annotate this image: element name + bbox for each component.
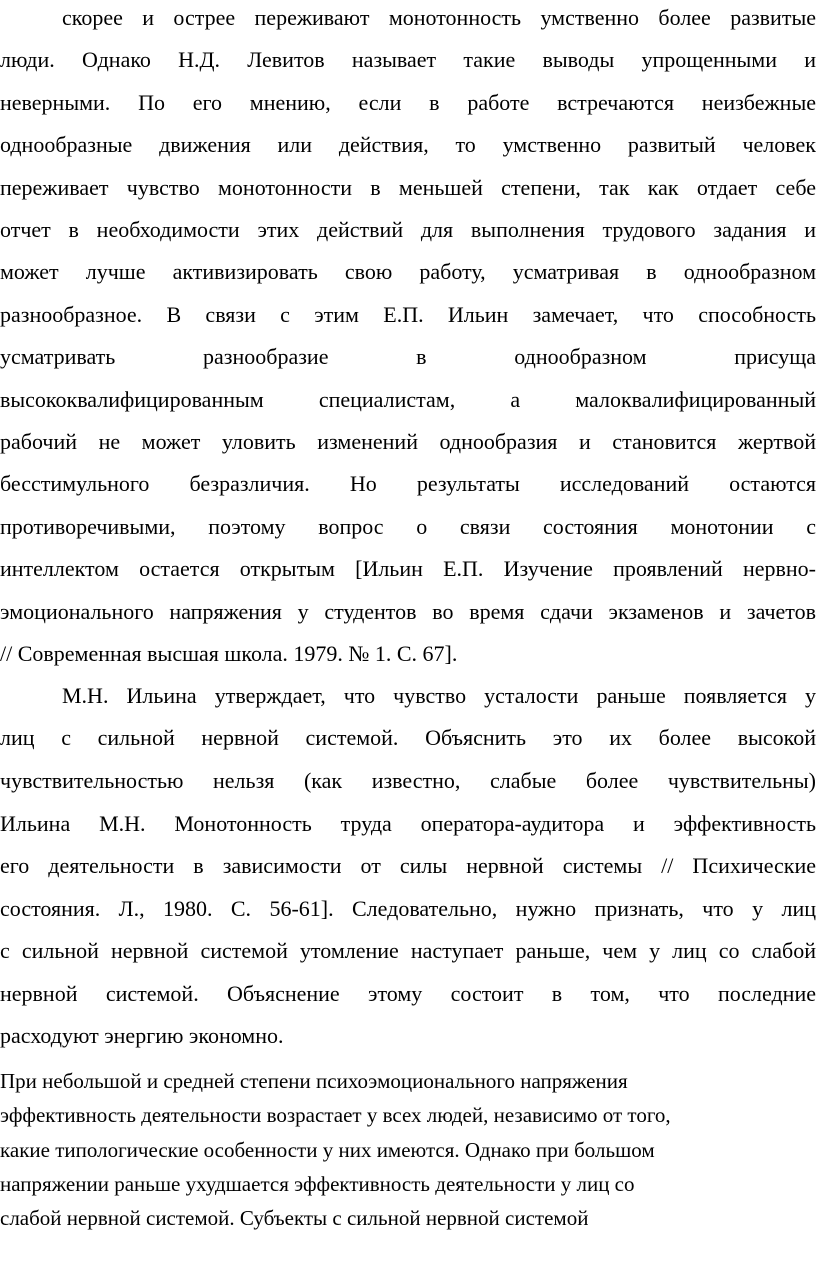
text-line: высококвалифицированным специалистам, а малоквалифицированный <box>0 387 816 412</box>
text-line: переживает чувство монотонности в меньшей степени, так как отдает себе <box>0 175 816 200</box>
text-line: неверными. По его мнению, если в работе встречаются неизбежные <box>0 90 816 115</box>
text-line: интеллектом остается открытым [Ильин Е.П. Изучение проявлений нервно- <box>0 556 816 581</box>
text-line: нервной системой. Объяснение этому состоит в том, что последние <box>0 981 816 1006</box>
text-line: люди. Однако Н.Д. Левитов называет такие выводы упрощенными и <box>0 47 816 72</box>
text-line: отчет в необходимости этих действий для выполнения трудового задания и <box>0 217 816 242</box>
text-line: эффективность деятельности возрастает у всех людей, независимо от того, <box>0 1103 671 1127</box>
text-line: // Современная высшая школа. 1979. № 1. С. 67]. <box>0 641 458 666</box>
text-line: рабочий не может уловить изменений однообразия и становится жертвой <box>0 429 816 454</box>
text-line: его деятельности в зависимости от силы нервной системы // Психические <box>0 853 816 878</box>
text-line: усматривать разнообразие в однообразном присуща <box>0 344 816 369</box>
text-line: расходуют энергию экономно. <box>0 1023 284 1048</box>
text-line: состояния. Л., 1980. С. 56-61]. Следовательно, нужно признать, что у лиц <box>0 896 816 921</box>
text-line: чувствительностью нельзя (как известно, слабые более чувствительны) <box>0 768 816 793</box>
text-line: напряжении раньше ухудшается эффективность деятельности у лиц со <box>0 1172 635 1196</box>
text-line: может лучше активизировать свою работу, усматривая в однообразном <box>0 259 816 284</box>
text-line: слабой нервной системой. Субъекты с сильной нервной системой <box>0 1206 589 1230</box>
text-line: какие типологические особенности у них имеются. Однако при большом <box>0 1138 655 1162</box>
text-line: При небольшой и средней степени психоэмоционального напряжения <box>0 1069 628 1093</box>
text-line: скорее и острее переживают монотонность умственно более развитые <box>62 5 816 30</box>
text-line: с сильной нервной системой утомление наступает раньше, чем у лиц со слабой <box>0 938 816 963</box>
text-line: Ильина М.Н. Монотонность труда оператора-аудитора и эффективность <box>0 811 816 836</box>
text-line: противоречивыми, поэтому вопрос о связи состояния монотонии с <box>0 514 816 539</box>
text-line: лиц с сильной нервной системой. Объяснить это их более высокой <box>0 725 816 750</box>
text-line: однообразные движения или действия, то умственно развитый человек <box>0 132 816 157</box>
text-line: разнообразное. В связи с этим Е.П. Ильин замечает, что способность <box>0 302 816 327</box>
text-line: эмоционального напряжения у студентов во время сдачи экзаменов и зачетов <box>0 599 816 624</box>
text-line: бесстимульного безразличия. Но результаты исследований остаются <box>0 471 816 496</box>
text-line: М.Н. Ильина утверждает, что чувство усталости раньше появляется у <box>62 683 816 708</box>
